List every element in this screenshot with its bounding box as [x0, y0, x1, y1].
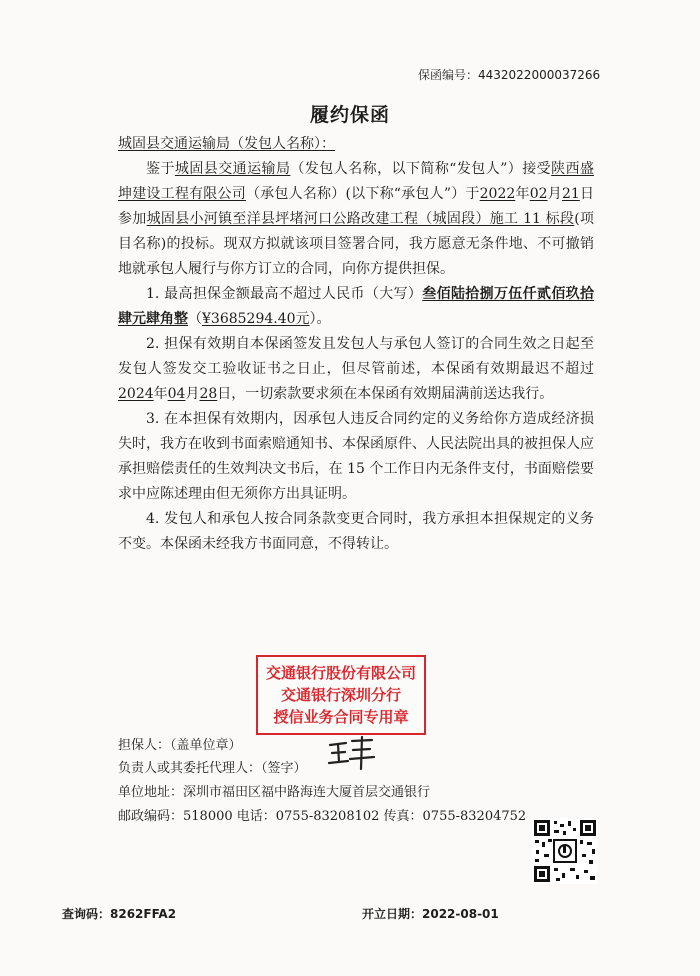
postcode-phone-line: 邮政编码：518000 电话：0755-83208102 传真：0755-83204752 [118, 809, 527, 824]
signature [326, 735, 378, 775]
project-name: 城固县小河镇至洋县坪堵河口公路改建工程（城固段）施工 11 标段 [146, 211, 575, 227]
amount-words: 叁佰陆拾捌万伍仟贰佰玖拾肆元肆角整 [118, 286, 595, 327]
intro-paragraph: 鉴于城固县交通运输局（发包人名称，以下简称“发包人”）接受陕西盛坤建设工程有限公司（承包人名称）(以下称“承包人”）于2022年02月21日参加城固县小河镇至洋县坪堵河口公路改建工程（城固段）施工 11 标段(项目名称)的投标。现双方拟就该项目签署合同，我方愿意无条件地、不可撤销地就承包人履行与你方订立的合同，向你方提供担保。 [118, 161, 595, 277]
document-title: 履约保函 [309, 104, 390, 126]
clause-4: 4. 发包人和承包人按合同条款变更合同时，我方承担本担保规定的义务不变。本保函未经我方书面同意，不得转让。 [118, 511, 594, 552]
addressee: 城固县交通运输局（发包人名称）： [118, 136, 335, 152]
clause-3: 3. 在本担保有效期内，因承包人违反合同约定的义务给你方造成经济损失时，我方在收到书面索赔通知书、本保函原件、人民法院出具的被担保人应承担赔偿责任的生效判决文书后，在 15 个工作日内无条件支付，书面赔偿要求中应陈述理由但无须你方出具证明。 [118, 411, 594, 502]
representative-line: 负责人或其委托代理人：（签字） [118, 761, 307, 776]
address-line: 单位地址：深圳市福田区福中路海连大厦首层交通银行 [118, 785, 431, 800]
amount-number: ¥3685294.40元 [202, 311, 310, 327]
company-stamp: 交通银行股份有限公司 交通银行深圳分行 授信业务合同专用章 [256, 655, 426, 735]
contractor-name: 陕西盛坤建设工程有限公司 [118, 161, 595, 202]
guarantee-number: 保函编号：4432022000037266 [418, 68, 601, 82]
issue-date: 开立日期：2022-08-01 [362, 907, 499, 921]
qr-code [532, 818, 598, 884]
employer-name: 城固县交通运输局 [174, 161, 291, 177]
clause-1: 1. 最高担保金额最高不超过人民币（大写）叁佰陆拾捌万伍仟贰佰玖拾肆元肆角整（¥3685294.40元）。 [118, 286, 595, 327]
document-body [118, 132, 594, 557]
guarantor-line: 担保人：（盖单位章） [118, 738, 242, 753]
clause-2: 2. 担保有效期自本保函签发且发包人与承包人签订的合同生效之日起至发包人签发交工验收证书之日止，但尽管前述，本保函有效期最迟不超过2024年04月28日，一切索款要求须在本保函有效期届满前送达我行。 [118, 336, 594, 402]
query-code: 查询码：8262FFA2 [62, 907, 177, 921]
